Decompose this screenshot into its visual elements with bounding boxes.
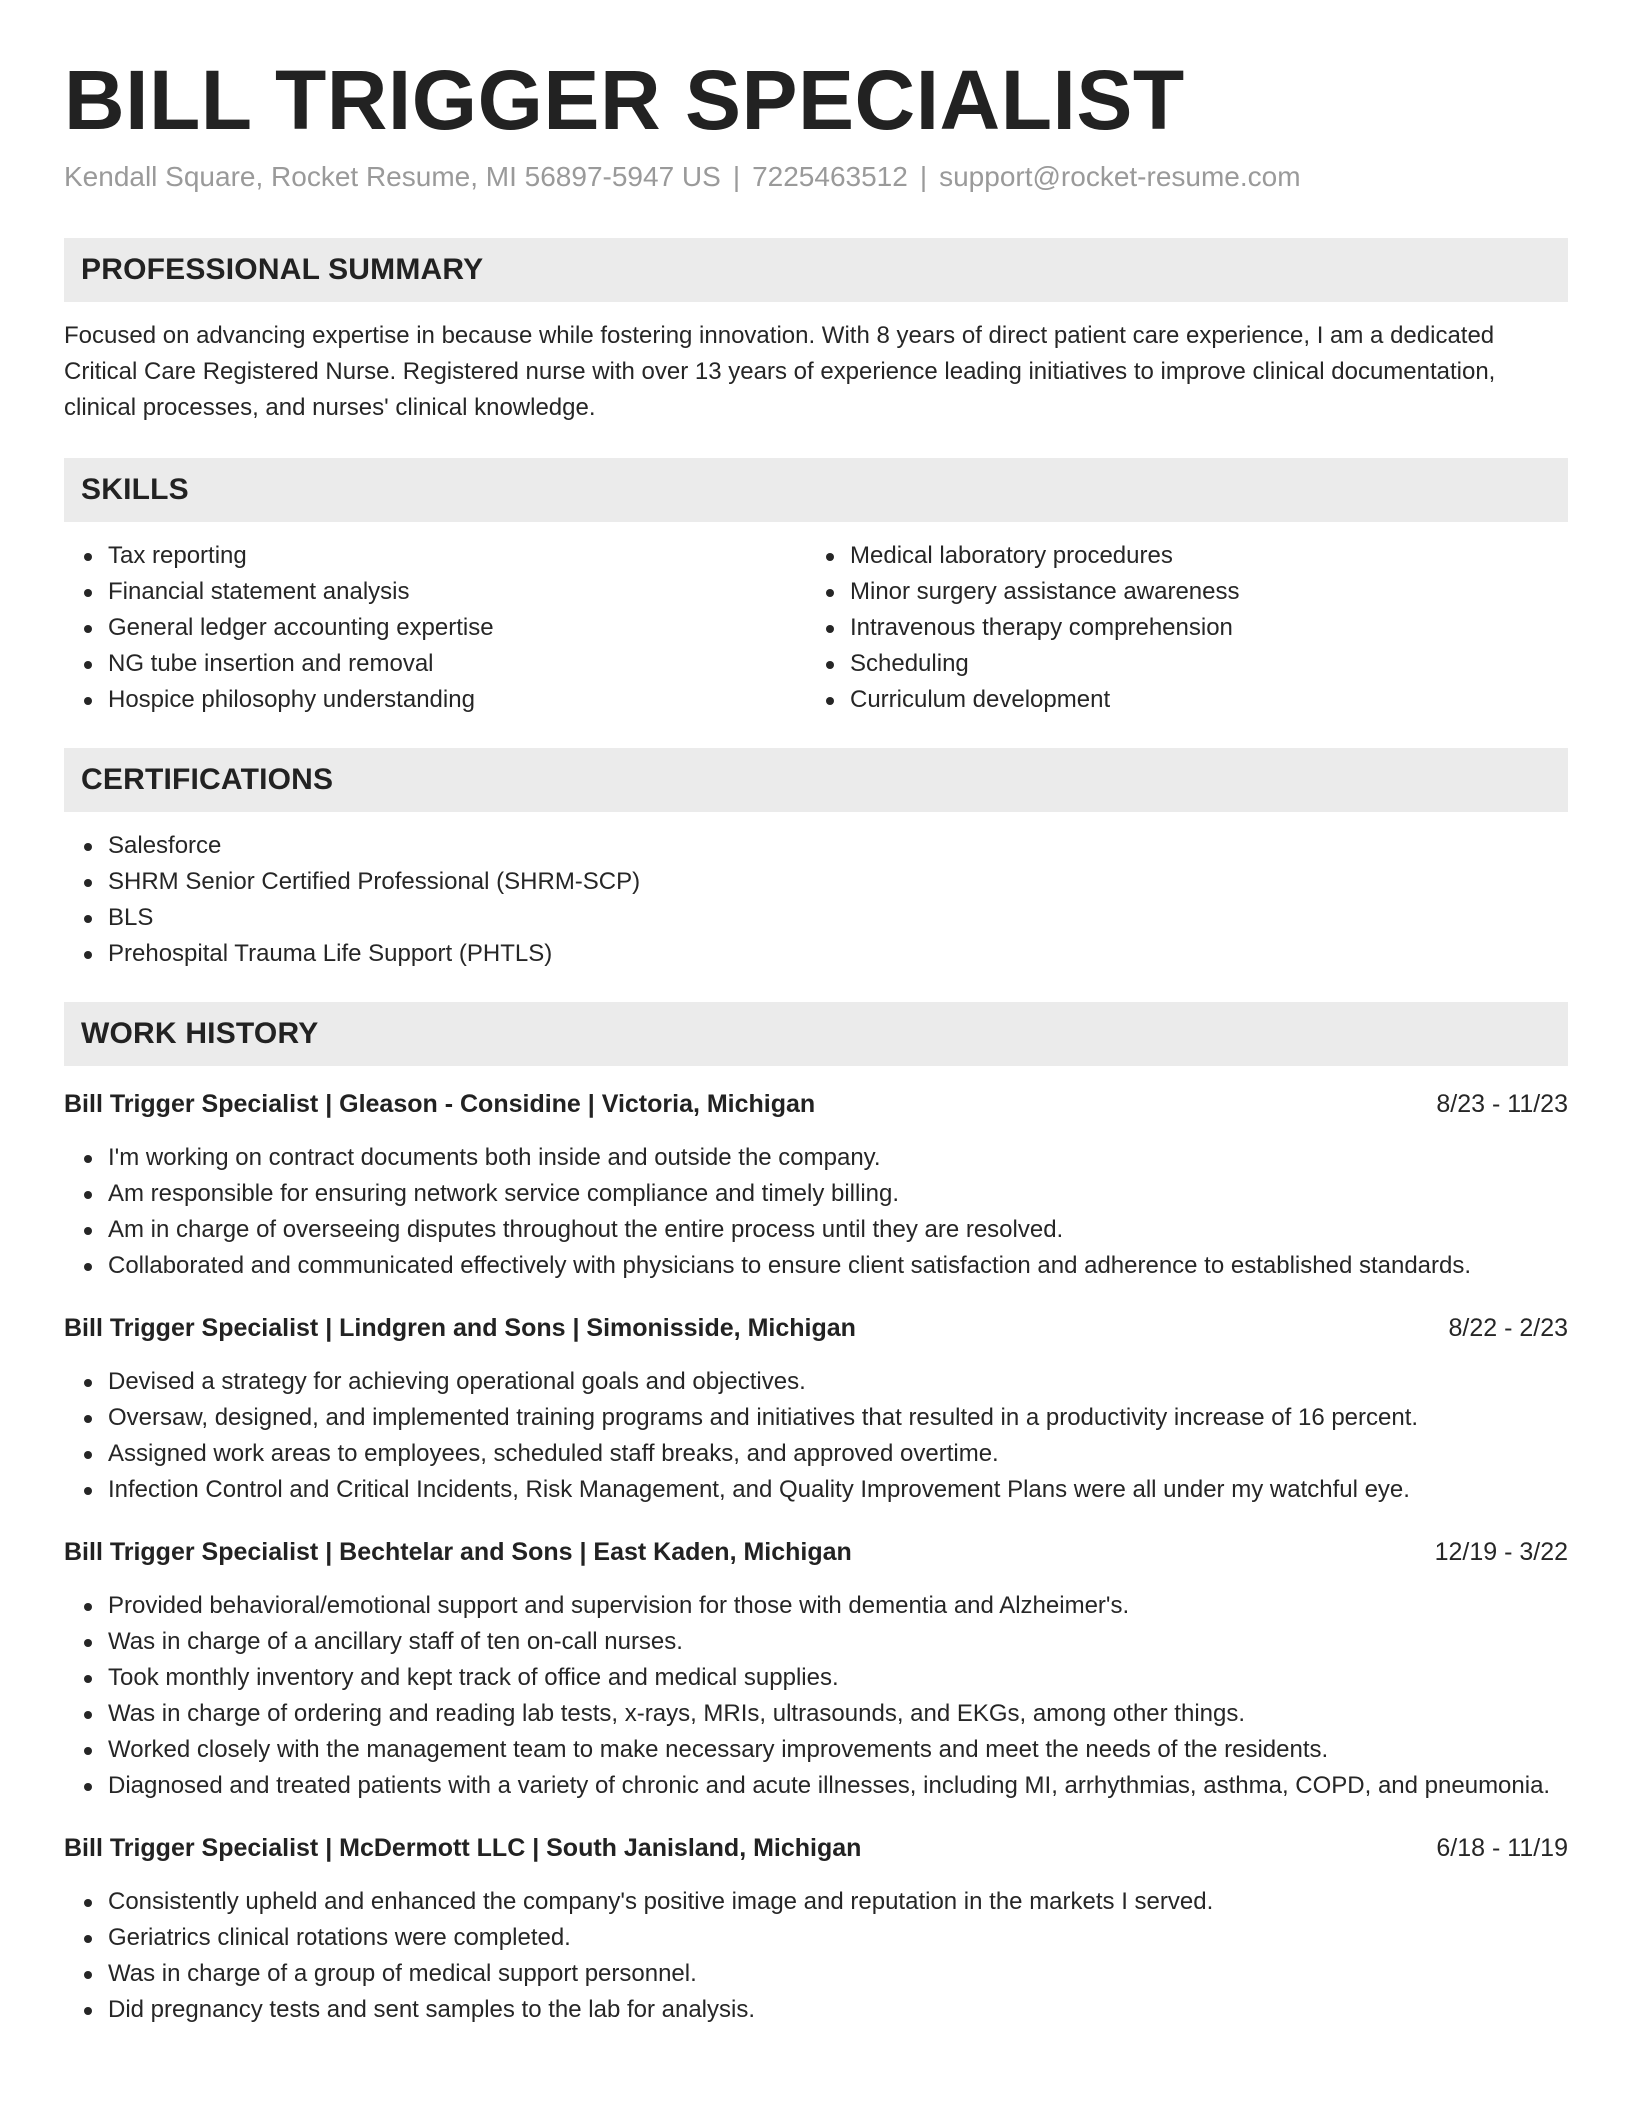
skills-list-left: [64, 538, 806, 718]
summary-heading: PROFESSIONAL SUMMARY: [64, 238, 1568, 302]
skill-item: Scheduling: [850, 646, 1548, 682]
job-bullet: Did pregnancy tests and sent samples to the lab for analysis.: [108, 1992, 1568, 2028]
skills-section: [64, 458, 1568, 718]
job-title: Bill Trigger Specialist | McDermott LLC | South Janisland, Michigan: [64, 1833, 862, 1862]
job-title: Bill Trigger Specialist | Lindgren and Sons | Simonisside, Michigan: [64, 1313, 856, 1342]
job-header: [64, 1310, 1568, 1346]
skill-item: Minor surgery assistance awareness: [850, 574, 1548, 610]
job-bullet: Diagnosed and treated patients with a variety of chronic and acute illnesses, including MI, arrhythmias, asthma, COPD, and pneumonia.: [108, 1768, 1568, 1804]
job-bullet: Am responsible for ensuring network service compliance and timely billing.: [108, 1176, 1568, 1212]
job-bullets: [64, 1588, 1568, 1804]
skill-item: Medical laboratory procedures: [850, 538, 1548, 574]
certifications-section: [64, 748, 1568, 972]
contact-email: support@rocket-resume.com: [939, 161, 1301, 192]
skill-item: Curriculum development: [850, 682, 1548, 718]
job-bullet: Devised a strategy for achieving operational goals and objectives.: [108, 1364, 1568, 1400]
job-bullet: Assigned work areas to employees, scheduled staff breaks, and approved overtime.: [108, 1436, 1568, 1472]
job-header: [64, 1086, 1568, 1122]
job-entry: [64, 1830, 1568, 2028]
job-bullet: Geriatrics clinical rotations were completed.: [108, 1920, 1568, 1956]
job-dates: 6/18 - 11/19: [1436, 1833, 1568, 1862]
contact-separator: |: [919, 161, 928, 192]
job-header: [64, 1534, 1568, 1570]
contact-phone: 7225463512: [752, 161, 908, 192]
contact-separator: |: [732, 161, 741, 192]
job-bullets: [64, 1140, 1568, 1284]
skill-item: Intravenous therapy comprehension: [850, 610, 1548, 646]
contact-line: [64, 160, 1568, 194]
certification-item: Prehospital Trauma Life Support (PHTLS): [108, 936, 1568, 972]
job-bullets: [64, 1364, 1568, 1508]
skill-item: Financial statement analysis: [108, 574, 806, 610]
contact-address: Kendall Square, Rocket Resume, MI 56897-5947 US: [64, 161, 721, 192]
job-dates: 8/22 - 2/23: [1448, 1313, 1568, 1342]
certifications-list: [64, 828, 1568, 972]
skills-list-right: [806, 538, 1548, 718]
job-bullet: Provided behavioral/emotional support and supervision for those with dementia and Alzheimer's.: [108, 1588, 1568, 1624]
job-bullet: I'm working on contract documents both inside and outside the company.: [108, 1140, 1568, 1176]
summary-text: Focused on advancing expertise in because while fostering innovation. With 8 years of direct patient care experience, I am a dedicated Critical Care Registered Nurse. Registered nurse with over 13 years of experience leading initiatives to improve clinical documentation, clinical processes, and nurses' clinical knowledge.: [64, 321, 1496, 421]
certification-item: Salesforce: [108, 828, 1568, 864]
job-entry: [64, 1086, 1568, 1284]
summary-section: [64, 238, 1568, 426]
certifications-heading: CERTIFICATIONS: [64, 748, 1568, 812]
job-bullet: Am in charge of overseeing disputes throughout the entire process until they are resolved.: [108, 1212, 1568, 1248]
job-bullet: Was in charge of a group of medical support personnel.: [108, 1956, 1568, 1992]
certification-item: SHRM Senior Certified Professional (SHRM-SCP): [108, 864, 1568, 900]
skill-item: NG tube insertion and removal: [108, 646, 806, 682]
work-history-heading: WORK HISTORY: [64, 1002, 1568, 1066]
job-bullet: Oversaw, designed, and implemented training programs and initiatives that resulted in a productivity increase of 16 percent.: [108, 1400, 1568, 1436]
work-history-section: [64, 1002, 1568, 2028]
job-bullet: Infection Control and Critical Incidents, Risk Management, and Quality Improvement Plans were all under my watchful eye.: [108, 1472, 1568, 1508]
resume-header: [64, 53, 1568, 194]
skills-column-right: [806, 538, 1548, 718]
job-dates: 12/19 - 3/22: [1434, 1537, 1568, 1566]
job-bullet: Took monthly inventory and kept track of office and medical supplies.: [108, 1660, 1568, 1696]
job-entry: [64, 1534, 1568, 1804]
skills-column-left: [64, 538, 806, 718]
job-dates: 8/23 - 11/23: [1436, 1089, 1568, 1118]
candidate-name: BILL TRIGGER SPECIALIST: [64, 53, 1185, 147]
job-bullet: Collaborated and communicated effectively with physicians to ensure client satisfaction and adherence to established standards.: [108, 1248, 1568, 1284]
job-title: Bill Trigger Specialist | Gleason - Considine | Victoria, Michigan: [64, 1089, 816, 1118]
skill-item: Tax reporting: [108, 538, 806, 574]
job-header: [64, 1830, 1568, 1866]
certifications-body: [64, 828, 1568, 972]
skill-item: General ledger accounting expertise: [108, 610, 806, 646]
job-entry: [64, 1310, 1568, 1508]
job-bullet: Worked closely with the management team to make necessary improvements and meet the needs of the residents.: [108, 1732, 1568, 1768]
job-bullet: Consistently upheld and enhanced the company's positive image and reputation in the markets I served.: [108, 1884, 1568, 1920]
certification-item: BLS: [108, 900, 1568, 936]
job-bullet: Was in charge of a ancillary staff of ten on-call nurses.: [108, 1624, 1568, 1660]
job-bullets: [64, 1884, 1568, 2028]
job-title: Bill Trigger Specialist | Bechtelar and Sons | East Kaden, Michigan: [64, 1537, 852, 1566]
job-bullet: Was in charge of ordering and reading lab tests, x-rays, MRIs, ultrasounds, and EKGs, among other things.: [108, 1696, 1568, 1732]
skills-heading: SKILLS: [64, 458, 1568, 522]
skills-grid: [64, 538, 1568, 718]
skill-item: Hospice philosophy understanding: [108, 682, 806, 718]
